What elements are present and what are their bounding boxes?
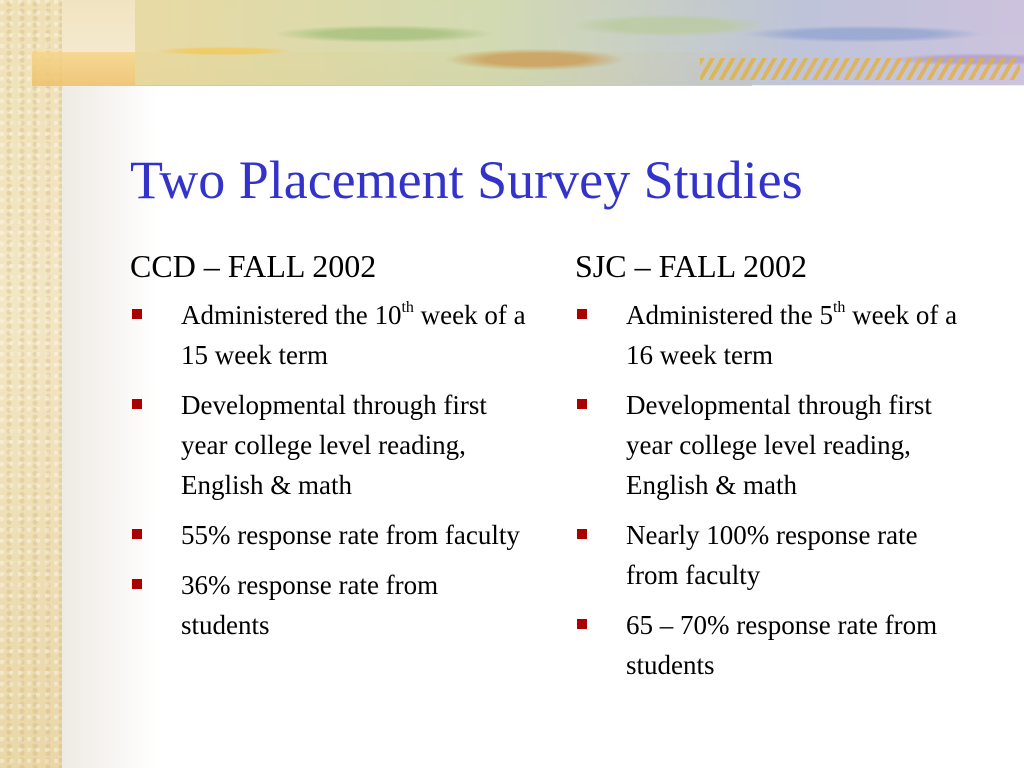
square-bullet-icon	[577, 529, 587, 539]
bullet-text: Developmental through first year college level reading, English & math	[181, 390, 487, 500]
column-heading: CCD – FALL 2002	[130, 248, 377, 284]
column-sjc	[575, 245, 975, 695]
list-item	[575, 295, 975, 375]
list-item	[130, 565, 530, 645]
square-bullet-icon	[577, 309, 587, 319]
bullet-text-tail: week of a 15 week term	[181, 300, 526, 370]
list-item	[575, 605, 975, 685]
square-bullet-icon	[577, 399, 587, 409]
decorative-wheat	[700, 58, 1020, 80]
square-bullet-icon	[132, 309, 142, 319]
bullet-text: Administered the 10	[181, 300, 402, 330]
list-item	[130, 385, 530, 505]
square-bullet-icon	[132, 399, 142, 409]
square-bullet-icon	[577, 619, 587, 629]
column-ccd	[130, 245, 530, 655]
bullet-text: Developmental through first year college level reading, English & math	[626, 390, 932, 500]
bullet-text: Nearly 100% response rate from faculty	[626, 520, 918, 590]
list-item	[575, 385, 975, 505]
list-item	[130, 515, 530, 555]
bullet-text: 55% response rate from faculty	[181, 520, 520, 550]
list-item	[130, 295, 530, 375]
column-heading: SJC – FALL 2002	[575, 248, 808, 284]
superscript: th	[832, 299, 846, 316]
slide-title: Two Placement Survey Studies	[130, 150, 803, 210]
bullet-text: 36% response rate from students	[181, 570, 439, 640]
bullet-text: 65 – 70% response rate from students	[626, 610, 938, 680]
bullet-text: Administered the 5	[626, 300, 833, 330]
square-bullet-icon	[132, 529, 142, 539]
list-item	[575, 515, 975, 595]
square-bullet-icon	[132, 579, 142, 589]
bullet-list	[130, 295, 530, 645]
bullet-text-tail: week of a 16 week term	[626, 300, 958, 370]
bullet-list	[575, 295, 975, 685]
superscript: th	[401, 299, 414, 316]
parchment-border	[0, 0, 62, 768]
